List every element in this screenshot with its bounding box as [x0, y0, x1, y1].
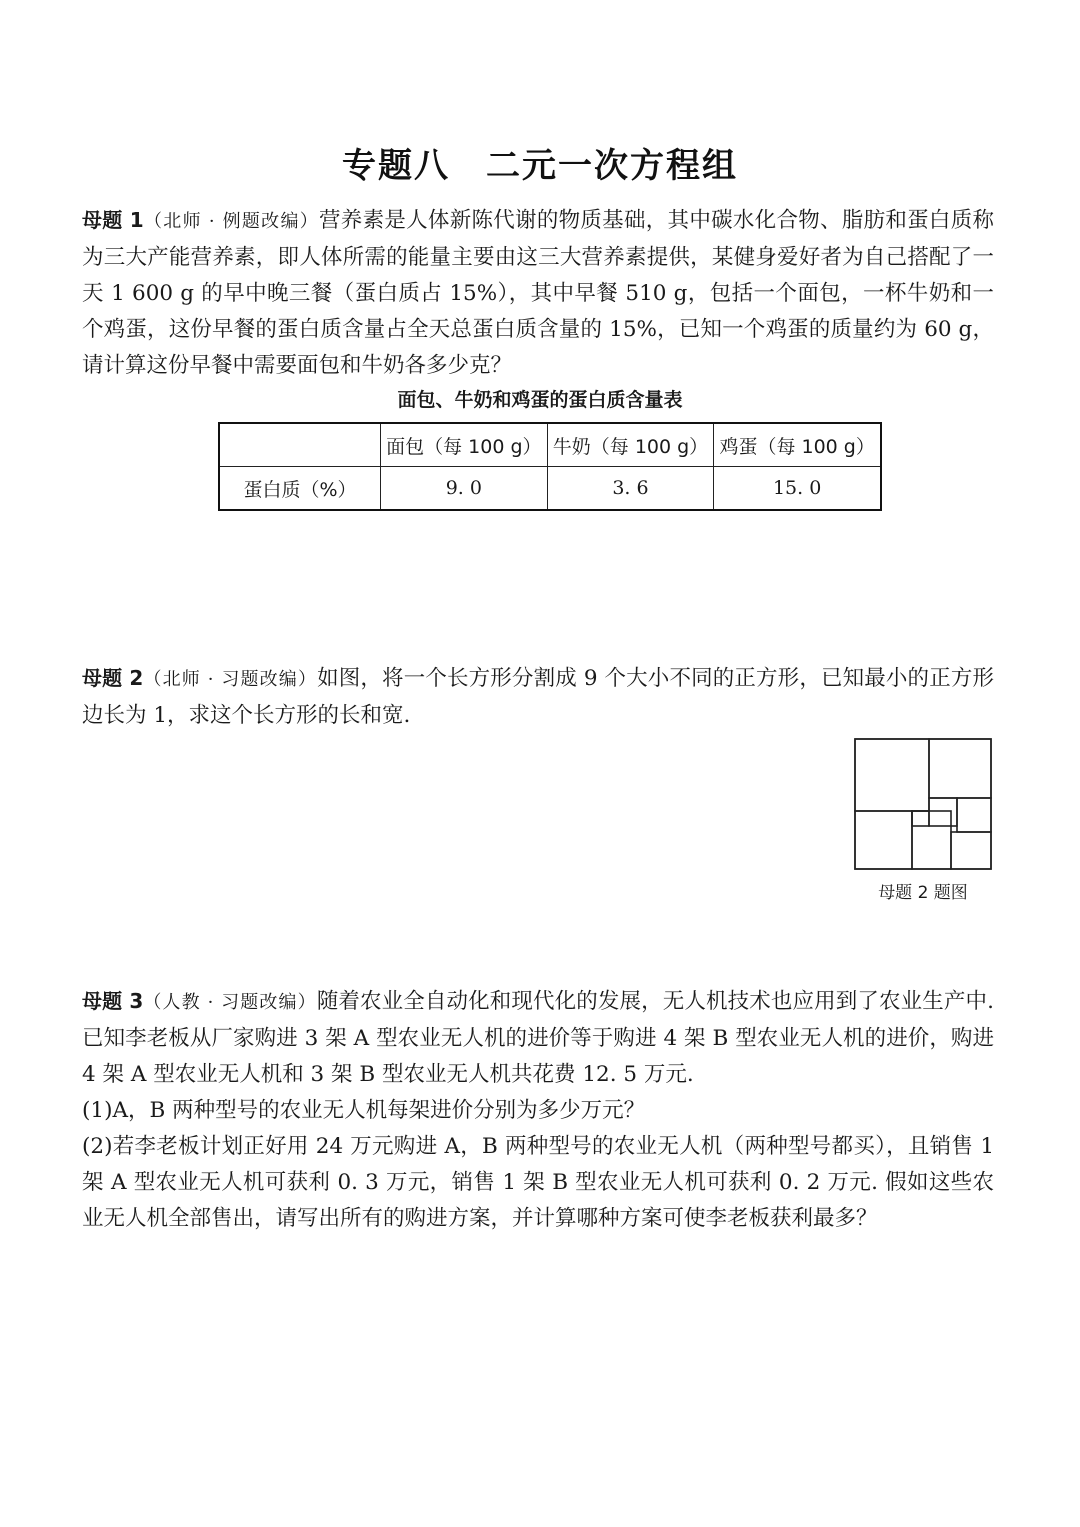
- problem-2-text: 如图，将一个长方形分割成 9 个大小不同的正方形，已知最小的正方形边长为 1，求这个长方形的长和宽.: [82, 666, 994, 728]
- problem-3-question-1: (1)A，B 两种型号的农业无人机每架进价分别为多少万元？: [82, 1098, 646, 1123]
- problem-1-source: （北师 · 例题改编）: [143, 211, 320, 232]
- square-smallest: [912, 811, 929, 826]
- problem-1-label: 母题 1: [82, 208, 144, 232]
- problem-3-question-2: (2)若李老板计划正好用 24 万元购进 A，B 两种型号的农业无人机（两种型号都买），且销售 1 架 A 型农业无人机可获利 0. 3 万元，销售 1 架 B 型农业无人机可获利 0. 2 万元. 假如这些农业无人机全部售出，请写出所有的购进方案，并计算哪种方案可使李老板获利最多？: [82, 1134, 994, 1231]
- figure-caption: 母题 2 题图: [878, 883, 968, 903]
- table-header-row: [219, 423, 881, 467]
- table-cell: 3. 6: [547, 467, 714, 511]
- table-row: [219, 467, 881, 511]
- problem-2: [82, 660, 994, 734]
- square-bottom-middle: [912, 811, 951, 869]
- problem-3-label: 母题 3: [82, 989, 144, 1013]
- square-top-left: [855, 739, 929, 811]
- table-cell: 15. 0: [714, 467, 881, 511]
- page-title: 专题八 二元一次方程组: [342, 146, 738, 186]
- square-middle: [929, 798, 957, 826]
- table-header-cell: 鸡蛋（每 100 g）: [714, 423, 881, 467]
- problem-3-source: （人教 · 习题改编）: [143, 992, 317, 1013]
- problem-1: [82, 202, 994, 384]
- table-header-cell: [219, 423, 381, 467]
- square-top-right: [929, 739, 991, 798]
- problem-1-text: 营养素是人体新陈代谢的物质基础，其中碳水化合物、脂肪和蛋白质称为三大产能营养素，即人体所需的能量主要由这三大营养素提供，某健身爱好者为自己搭配了一天 1 600 g 的早中晚三餐（蛋白质占 15%），其中早餐 510 g，包括一个面包，一杯牛奶和一个鸡蛋，这份早餐的蛋白质含量占全天总蛋白质含量的 15%，已知一个鸡蛋的质量约为 60 g，请计算这份早餐中需要面包和牛奶各多少克？: [82, 208, 994, 378]
- problem-3-text: 随着农业全自动化和现代化的发展，无人机技术也应用到了农业生产中. 已知李老板从厂家购进 3 架 A 型农业无人机的进价等于购进 4 架 B 型农业无人机的进价，购进 4 架 A 型农业无人机和 3 架 B 型农业无人机共花费 12. 5 万元.: [82, 989, 995, 1087]
- table-header-cell: 面包（每 100 g）: [381, 423, 548, 467]
- outer-rectangle: [855, 739, 991, 869]
- problem-2-label: 母题 2: [82, 666, 144, 690]
- protein-table: [218, 422, 882, 511]
- problem-2-source: （北师 · 习题改编）: [143, 669, 318, 690]
- square-bottom-left: [855, 811, 912, 869]
- square-bottom-right: [951, 832, 991, 869]
- table-row-label: 蛋白质（%）: [219, 467, 381, 511]
- table-caption: 面包、牛奶和鸡蛋的蛋白质含量表: [397, 389, 683, 411]
- square-middle-right: [957, 798, 991, 832]
- table-cell: 9. 0: [381, 467, 548, 511]
- problem-3: [82, 983, 994, 1237]
- squares-diagram: [854, 738, 994, 872]
- table-header-cell: 牛奶（每 100 g）: [547, 423, 714, 467]
